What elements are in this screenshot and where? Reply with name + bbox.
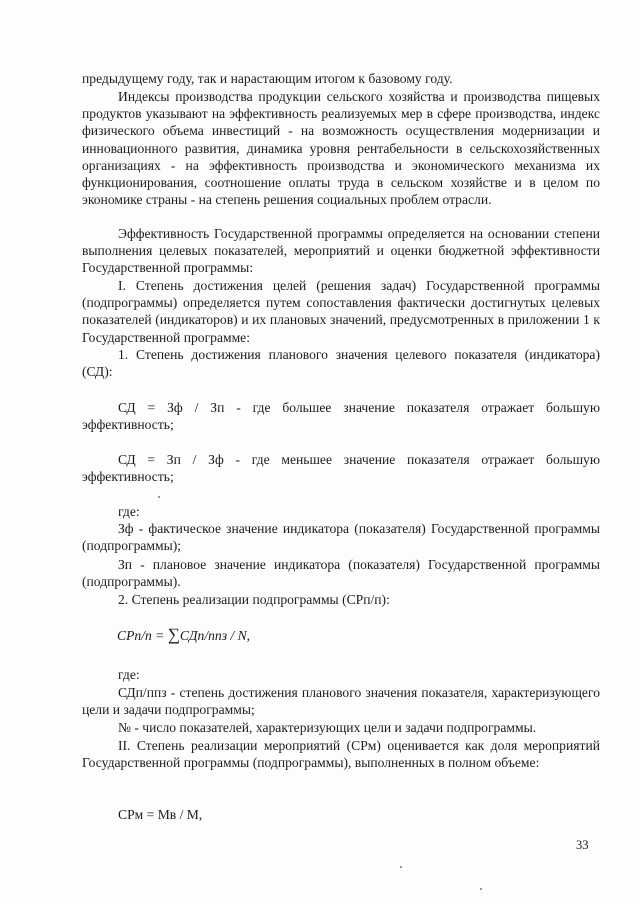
definition-zf: Зф - фактическое значение индикатора (показателя) Государственной программы (подпрограммы);	[82, 521, 600, 554]
formula-sd-2: СД = Зп / Зф - где меньшее значение показателя отражает большую эффективность;	[82, 452, 600, 485]
formula-srpp	[117, 626, 250, 644]
where-label-1: где:	[118, 504, 140, 519]
paragraph-measures-degree: II. Степень реализации мероприятий (СРм) оценивается как доля мероприятий Государственной программы (подпрограммы), выполненных в полном объеме:	[82, 738, 600, 771]
sigma-symbol: ∑	[167, 625, 180, 644]
where-label-2: где:	[118, 667, 140, 682]
paragraph-goal-degree: I. Степень достижения целей (решения задач) Государственной программы (подпрограммы) определяется путем сопоставления фактически достигнутых целевых показателей (индикаторов) и их плановых значений, предусмотренных в приложении 1 к Государственной программе:	[82, 278, 600, 345]
formula-srpp-left: СРп/п =	[117, 628, 168, 643]
paragraph-plan-degree: 1. Степень достижения планового значения целевого показателя (индикатора) (СД):	[82, 347, 600, 380]
formula-sd-1: СД = Зф / Зп - где большее значение показателя отражает большую эффективность;	[82, 400, 600, 433]
definition-sdp: СДп/ппз - степень достижения планового значения показателя, характеризующего цели и задачи подпрограммы;	[82, 685, 600, 718]
formula-srpp-right: СДп/ппз / N,	[179, 628, 251, 643]
definition-zp: Зп - плановое значение индикатора (показателя) Государственной программы (подпрограммы).	[82, 557, 600, 590]
definition-count: № - число показателей, характеризующих цели и задачи подпрограммы.	[118, 720, 537, 735]
text-line-continuation: предыдущему году, так и нарастающим итогом к базовому году.	[82, 71, 453, 86]
page-number: 33	[576, 838, 589, 852]
scan-speck	[400, 866, 402, 868]
paragraph-efficiency: Эффективность Государственной программы определяется на основании степени выполнения целевых показателей, мероприятий и оценки бюджетной эффективности Государственной программы:	[82, 226, 600, 276]
paragraph-indices: Индексы производства продукции сельского хозяйства и производства пищевых продуктов указывают на эффективность реализуемых мер в сфере производства, индекс физического объема инвестиций - на возможность осуществления модернизации и инновационного развития, динамика уровня рентабельности в сельскохозяйственных организациях - на эффективность производства и экономического механизма их функционирования, соотношение оплаты труда в сельском хозяйстве и в целом по экономике страны - на степень решения социальных проблем отрасли.	[82, 89, 600, 208]
scan-speck	[480, 888, 482, 890]
scan-speck	[158, 496, 160, 498]
formula-srm: СРм = Мв / М,	[118, 807, 203, 822]
paragraph-subprogram-degree: 2. Степень реализации подпрограммы (СРп/п):	[118, 592, 390, 607]
